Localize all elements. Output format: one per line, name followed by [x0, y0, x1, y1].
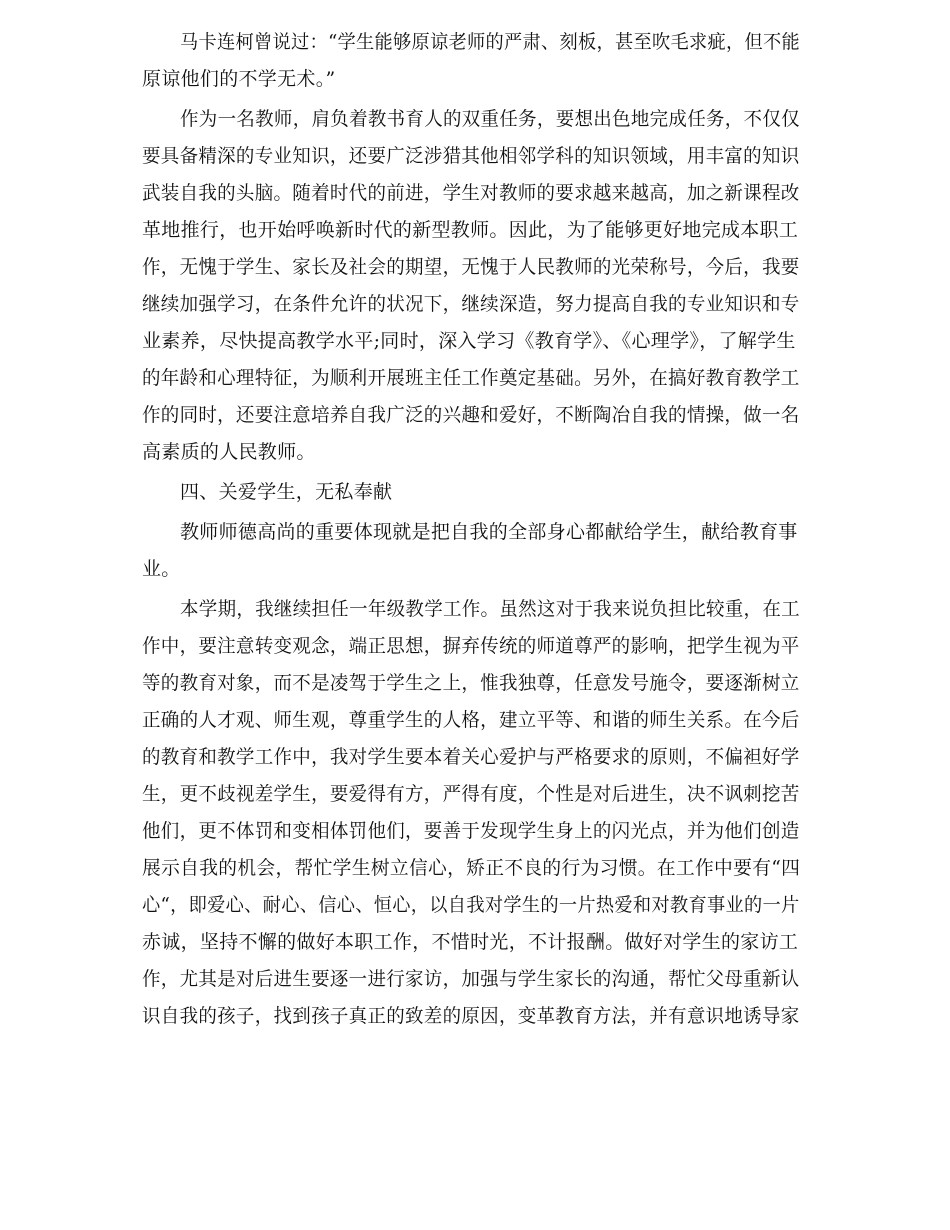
text-line: 作，无愧于学生、家长及社会的期望，无愧于人民教师的光荣称号，今后，我要: [142, 256, 800, 278]
text-line: 正确的人才观、师生观，尊重学生的人格，建立平等、和谐的师生关系。在今后: [142, 709, 800, 731]
text-line: 教师师德高尚的重要体现就是把自我的全部身心都献给学生，献给教育事: [180, 521, 798, 543]
text-line: 马卡连柯曾说过：“学生能够原谅老师的严肃、刻板，甚至吹毛求疵，但不能: [180, 31, 800, 53]
section-heading: 四、关爱学生，无私奉献: [180, 481, 393, 503]
text-line: 的教育和教学工作中，我对学生要本着关心爱护与严格要求的原则，不偏袒好学: [142, 746, 800, 768]
text-line: 本学期，我继续担任一年级教学工作。虽然这对于我来说负担比较重，在工: [180, 598, 800, 620]
text-line: 继续加强学习，在条件允许的状况下，继续深造，努力提高自我的专业知识和专: [142, 293, 800, 315]
text-line: 的年龄和心理特征，为顺利开展班主任工作奠定基础。另外，在搞好教育教学工: [142, 367, 800, 389]
text-line: 作的同时，还要注意培养自我广泛的兴趣和爱好，不断陶冶自我的情操，做一名: [142, 404, 800, 426]
text-line: 作，尤其是对后进生要逐一进行家访，加强与学生家长的沟通，帮忙父母重新认: [142, 968, 800, 990]
text-line: 业素养，尽快提高教学水平;同时，深入学习《教育学》、《心理学》，了解学生: [142, 330, 796, 352]
text-line: 武装自我的头脑。随着时代的前进，学生对教师的要求越来越高，加之新课程改: [142, 182, 800, 204]
text-line: 原谅他们的不学无术。”: [142, 68, 336, 90]
text-line: 业。: [142, 558, 181, 580]
text-line: 高素质的人民教师。: [142, 441, 316, 463]
text-line: 赤诚，坚持不懈的做好本职工作，不惜时光，不计报酬。做好对学生的家访工: [142, 931, 799, 953]
text-line: 生，更不歧视差学生，要爱得有方，严得有度，个性是对后进生，决不讽刺挖苦: [142, 783, 800, 805]
text-line: 要具备精深的专业知识，还要广泛涉猎其他相邻学科的知识领域，用丰富的知识: [142, 145, 800, 167]
text-line: 作为一名教师，肩负着教书育人的双重任务，要想出色地完成任务，不仅仅: [180, 108, 800, 130]
text-line: 展示自我的机会，帮忙学生树立信心，矫正不良的行为习惯。在工作中要有“四: [142, 857, 801, 879]
text-line: 作中，要注意转变观念，端正思想，摒弃传统的师道尊严的影响，把学生视为平: [142, 635, 800, 657]
text-line: 革地推行，也开始呼唤新时代的新型教师。因此，为了能够更好地完成本职工: [142, 219, 799, 241]
text-line: 等的教育对象，而不是凌驾于学生之上，惟我独尊，任意发号施令，要逐渐树立: [142, 672, 800, 694]
text-line: 他们，更不体罚和变相体罚他们，要善于发现学生身上的闪光点，并为他们创造: [142, 820, 800, 842]
text-line: 识自我的孩子，找到孩子真正的致差的原因，变革教育方法，并有意识地诱导家: [142, 1005, 800, 1027]
text-line: 心“，即爱心、耐心、信心、恒心，以自我对学生的一片热爱和对教育事业的一片: [142, 894, 800, 916]
